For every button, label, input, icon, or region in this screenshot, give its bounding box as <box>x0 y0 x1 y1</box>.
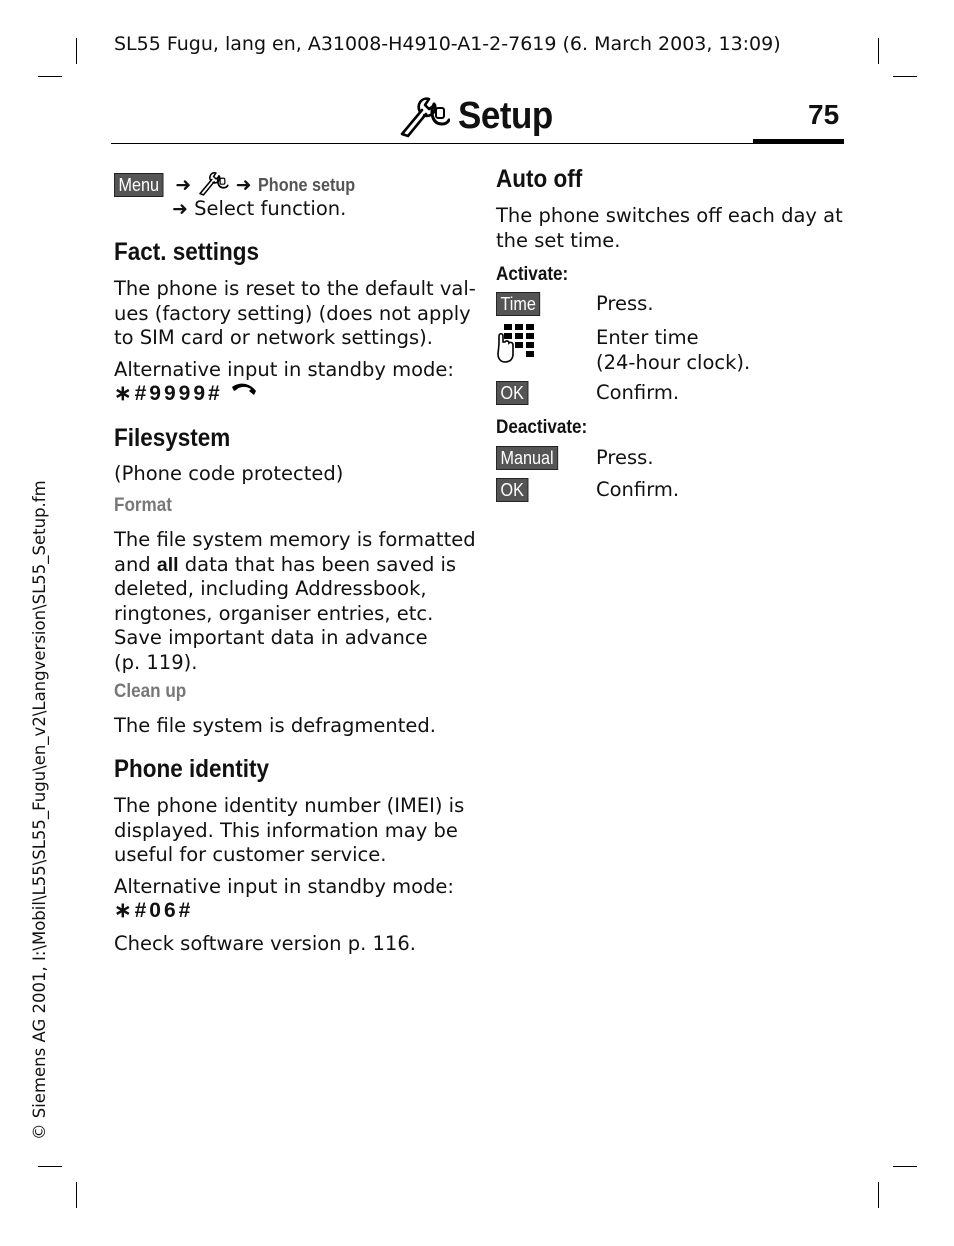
select-function-text: Select function. <box>194 197 347 220</box>
crop-mark <box>38 76 62 77</box>
format-heading: Format <box>114 495 172 516</box>
arrow-icon: ➜ <box>235 174 252 196</box>
auto-off-text <box>496 204 843 253</box>
phone-identity-code <box>114 899 193 924</box>
text-line: displayed. This information may be <box>114 818 458 842</box>
fact-settings-alt-input: Alternative input in standby mode: <box>114 358 454 381</box>
fact-settings-heading: Fact. settings <box>114 238 260 266</box>
text-line: The phone is reset to the default val- <box>114 277 476 300</box>
text-line: Enter time <box>596 326 699 349</box>
step-text: Confirm. <box>596 478 680 501</box>
text-line: Save important data in advance <box>114 626 428 649</box>
step-text: Confirm. <box>596 381 680 404</box>
text-line: (p. 119). <box>114 650 198 674</box>
fact-settings-text <box>114 277 476 351</box>
nav-select-function <box>172 197 346 222</box>
crop-mark <box>76 1182 77 1208</box>
text-fragment: and <box>114 552 157 576</box>
step-text: Press. <box>596 292 654 315</box>
ok-softkey: OK <box>496 478 528 502</box>
key-code: ∗#9999# <box>114 382 223 405</box>
crop-mark <box>76 38 77 64</box>
text-line: ues (factory setting) (does not apply <box>114 301 471 325</box>
text-line: useful for customer service. <box>114 843 387 866</box>
text-line: The phone identity number (IMEI) is <box>114 794 465 817</box>
filesystem-protected: (Phone code protected) <box>114 462 344 485</box>
time-softkey: Time <box>496 292 540 316</box>
bold-all: all <box>156 553 179 576</box>
text-line: deleted, including Addressbook, <box>114 577 427 600</box>
crop-mark <box>893 76 917 77</box>
phone-identity-text <box>114 794 464 868</box>
crop-mark <box>878 38 879 64</box>
side-file-path: © Siemens AG 2001, I:\Mobil\L55\SL55_Fugu\en_v2\Langversion\SL55_Setup.fm <box>30 480 49 1140</box>
crop-mark <box>38 1166 62 1167</box>
crop-mark <box>893 1166 917 1167</box>
crop-mark <box>878 1182 879 1208</box>
phone-identity-heading: Phone identity <box>114 755 270 783</box>
text-line: to SIM card or network settings). <box>114 326 433 349</box>
fact-settings-code <box>114 381 259 407</box>
auto-off-heading: Auto off <box>496 165 583 193</box>
keypad-icon <box>496 324 538 364</box>
page-title-block <box>398 94 561 138</box>
page-number-bar <box>753 139 844 144</box>
cleanup-heading: Clean up <box>114 681 187 702</box>
ok-softkey-row <box>496 478 532 503</box>
title-rule <box>111 143 753 144</box>
text-line <box>114 553 476 578</box>
deactivate-label: Deactivate: <box>496 417 588 438</box>
setup-tools-icon <box>398 94 450 138</box>
phone-identity-alt-input: Alternative input in standby mode: <box>114 875 454 898</box>
text-line: (24-hour clock). <box>596 350 751 374</box>
text-line: The file system memory is formatted <box>114 528 476 551</box>
text-fragment: data that has been saved is <box>178 552 457 576</box>
arrow-icon: ➜ <box>175 174 192 196</box>
text-line: ringtones, organiser entries, etc. <box>114 601 434 625</box>
page-title: Setup <box>458 94 553 137</box>
text-line: the set time. <box>496 228 621 252</box>
phone-setup-label: Phone setup <box>257 175 355 195</box>
format-text <box>114 528 476 675</box>
cleanup-text: The file system is defragmented. <box>114 714 436 737</box>
running-header: SL55 Fugu, lang en, A31008-H4910-A1-2-7619 (6. March 2003, 13:09) <box>114 33 781 55</box>
nav-path <box>114 170 366 198</box>
arrow-icon: ➜ <box>172 198 188 220</box>
time-softkey-row <box>496 292 545 317</box>
menu-softkey: Menu <box>114 173 164 197</box>
ok-softkey: OK <box>496 381 528 405</box>
page-number: 75 <box>808 99 840 130</box>
filesystem-heading: Filesystem <box>114 424 231 452</box>
ok-softkey-row <box>496 381 532 406</box>
call-key-icon <box>229 381 259 403</box>
enter-time-text <box>596 326 750 375</box>
setup-tools-icon <box>197 170 229 196</box>
manual-softkey: Manual <box>496 446 558 470</box>
activate-label: Activate: <box>496 264 569 285</box>
text-line: The phone switches off each day at <box>496 204 843 227</box>
manual-softkey-row <box>496 446 565 471</box>
check-software-text: Check software version p. 116. <box>114 932 416 955</box>
step-text: Press. <box>596 446 654 469</box>
key-code: ∗#06# <box>114 899 194 922</box>
